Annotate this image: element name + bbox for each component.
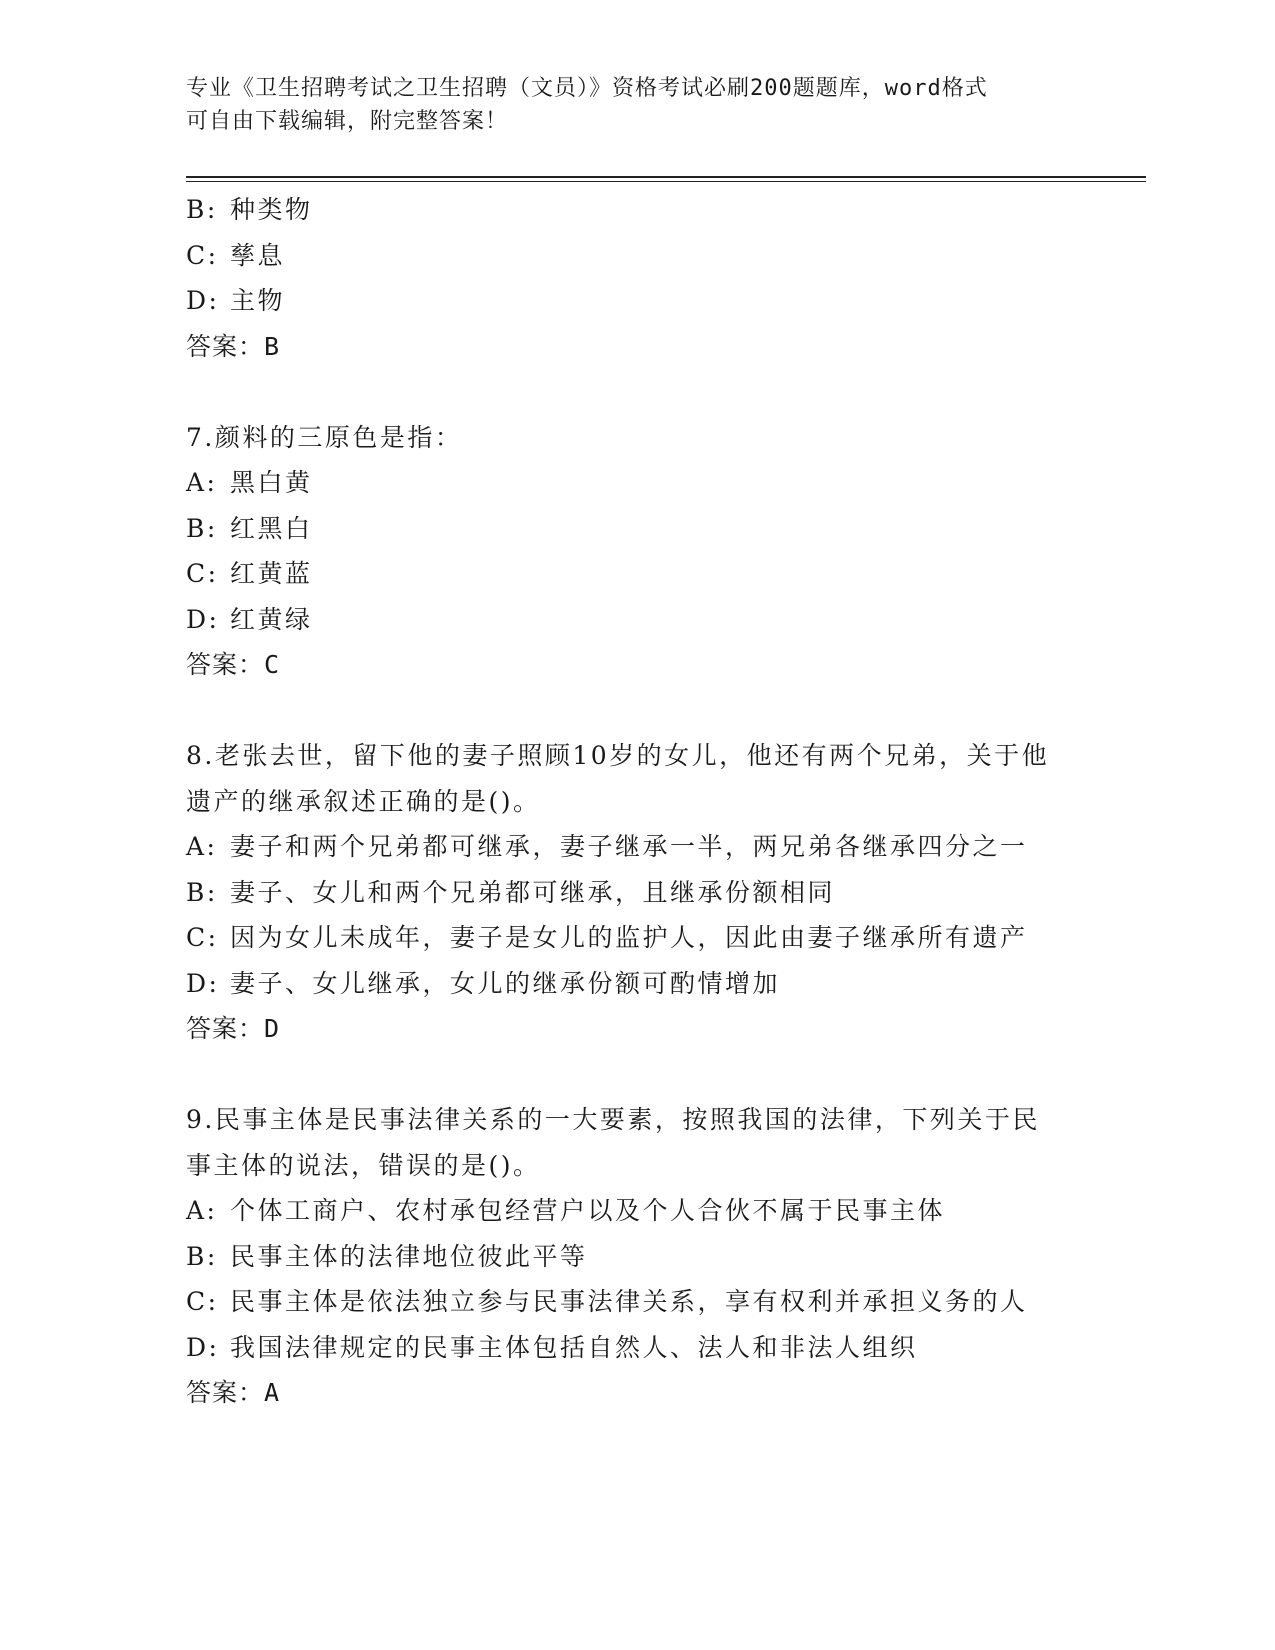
option-key: B: <box>186 1241 218 1271</box>
answer-line <box>186 324 1086 370</box>
option-d <box>186 961 1086 1007</box>
option-d <box>186 278 1086 324</box>
option-a <box>186 460 1086 506</box>
option-text: 妻子、女儿继承，女儿的继承份额可酌情增加 <box>230 968 781 998</box>
option-key: A: <box>186 832 218 861</box>
answer-value: D <box>264 1014 281 1043</box>
option-text: 妻子和两个兄弟都可继承，妻子继承一半，两兄弟各继承四分之一 <box>230 832 1028 861</box>
option-key: A: <box>186 1196 218 1225</box>
spacer <box>186 1052 1086 1098</box>
spacer <box>186 369 1086 415</box>
option-text: 主物 <box>230 286 286 315</box>
option-a <box>186 1188 1086 1234</box>
document-header <box>186 72 1066 138</box>
option-text: 我国法律规定的民事主体包括自然人、法人和非法人组织 <box>230 1332 918 1362</box>
option-d <box>186 597 1086 643</box>
question-stem: 9.民事主体是民事法律关系的一大要素，按照我国的法律，下列关于民事主体的说法，错误的是()。 <box>186 1105 1040 1180</box>
option-b <box>186 187 1086 233</box>
option-b <box>186 506 1086 552</box>
option-key: B: <box>186 513 218 543</box>
option-c <box>186 233 1086 279</box>
option-key: B: <box>186 877 218 907</box>
question-6-continued <box>186 187 1086 369</box>
option-key: B: <box>186 195 218 224</box>
answer-value: C <box>264 650 281 679</box>
option-text: 红黄蓝 <box>230 559 313 588</box>
option-text: 黑白黄 <box>230 468 313 497</box>
answer-line <box>186 642 1086 688</box>
option-key: A: <box>186 468 218 497</box>
answer-line <box>186 1006 1086 1052</box>
question-9 <box>186 1097 1086 1416</box>
header-divider-thick <box>186 176 1146 178</box>
answer-value: B <box>264 331 281 361</box>
option-text: 因为女儿未成年，妻子是女儿的监护人，因此由妻子继承所有遗产 <box>230 923 1028 952</box>
question-list <box>186 187 1086 1416</box>
option-key: D: <box>186 604 220 634</box>
option-text: 红黑白 <box>230 513 313 543</box>
header-line-2: 可自由下载编辑，附完整答案！ <box>186 109 509 134</box>
option-text: 孳息 <box>230 240 286 270</box>
answer-label: 答案： <box>186 650 265 679</box>
answer-label: 答案： <box>186 1378 265 1407</box>
answer-label: 答案： <box>186 1014 265 1043</box>
option-text: 民事主体是依法独立参与民事法律关系，享有权利并承担义务的人 <box>230 1287 1028 1316</box>
option-a <box>186 824 1086 870</box>
header-divider-thin <box>186 181 1146 182</box>
option-d <box>186 1325 1086 1371</box>
spacer <box>186 688 1086 734</box>
option-key: C: <box>186 1287 219 1316</box>
option-key: C: <box>186 240 219 270</box>
option-key: D: <box>186 286 220 315</box>
option-key: D: <box>186 968 220 998</box>
header-line-1: 专业《卫生招聘考试之卫生招聘（文员）》资格考试必刷200题题库，word格式 <box>186 76 988 101</box>
option-key: C: <box>186 923 219 952</box>
answer-label: 答案： <box>186 331 265 361</box>
option-c <box>186 1279 1086 1325</box>
question-stem: 7.颜料的三原色是指： <box>186 422 463 452</box>
option-c <box>186 551 1086 597</box>
option-c <box>186 915 1086 961</box>
question-7 <box>186 415 1086 688</box>
option-text: 妻子、女儿和两个兄弟都可继承，且继承份额相同 <box>230 877 836 907</box>
option-key: C: <box>186 559 219 588</box>
answer-value: A <box>264 1378 281 1407</box>
answer-line <box>186 1370 1086 1416</box>
option-text: 个体工商户、农村承包经营户以及个人合伙不属于民事主体 <box>230 1196 946 1225</box>
option-text: 种类物 <box>230 195 313 224</box>
option-key: D: <box>186 1332 220 1362</box>
question-8 <box>186 733 1086 1052</box>
option-text: 民事主体的法律地位彼此平等 <box>230 1241 588 1271</box>
option-b <box>186 1234 1086 1280</box>
option-text: 红黄绿 <box>230 604 313 634</box>
question-stem: 8.老张去世，留下他的妻子照顾10岁的女儿，他还有两个兄弟，关于他遗产的继承叙述正确的是()。 <box>186 741 1050 816</box>
option-b <box>186 870 1086 916</box>
